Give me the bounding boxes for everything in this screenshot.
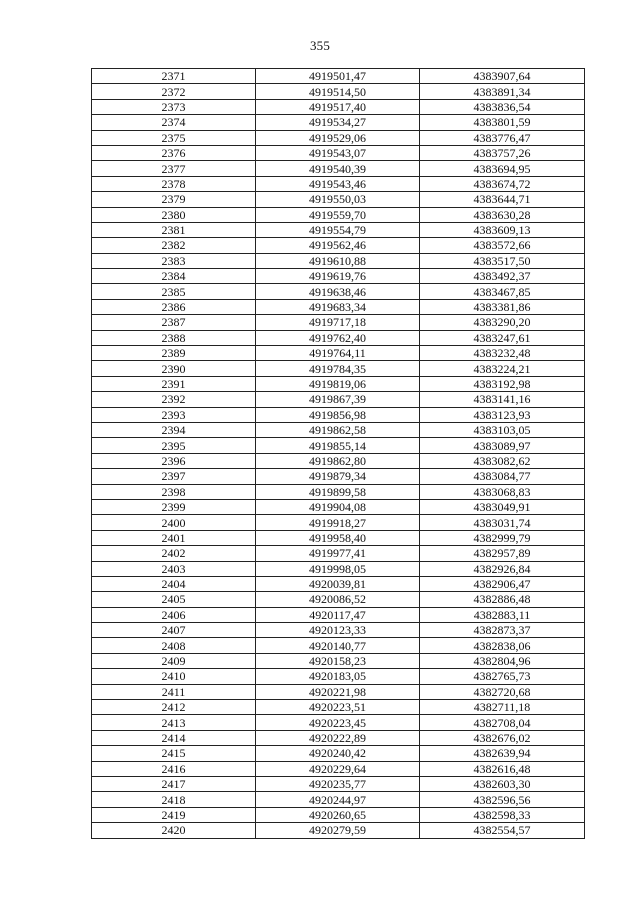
point-number-cell: 2384 xyxy=(92,269,256,284)
table-row xyxy=(92,607,585,622)
table-row xyxy=(92,484,585,499)
x-coordinate-cell: 4919550,03 xyxy=(256,192,420,207)
y-coordinate-cell: 4383674,72 xyxy=(420,176,585,191)
point-number-cell: 2392 xyxy=(92,392,256,407)
y-coordinate-cell: 4383757,26 xyxy=(420,145,585,160)
table-row xyxy=(92,207,585,222)
y-coordinate-cell: 4383801,59 xyxy=(420,115,585,130)
table-row xyxy=(92,623,585,638)
x-coordinate-cell: 4920235,77 xyxy=(256,776,420,791)
y-coordinate-cell: 4383776,47 xyxy=(420,130,585,145)
y-coordinate-cell: 4383247,61 xyxy=(420,330,585,345)
y-coordinate-cell: 4383891,34 xyxy=(420,84,585,99)
table-row xyxy=(92,115,585,130)
y-coordinate-cell: 4383609,13 xyxy=(420,222,585,237)
y-coordinate-cell: 4383517,50 xyxy=(420,253,585,268)
point-number-cell: 2414 xyxy=(92,730,256,745)
x-coordinate-cell: 4920229,64 xyxy=(256,761,420,776)
y-coordinate-cell: 4383049,91 xyxy=(420,499,585,514)
table-row xyxy=(92,561,585,576)
table-row xyxy=(92,376,585,391)
x-coordinate-cell: 4920117,47 xyxy=(256,607,420,622)
point-number-cell: 2402 xyxy=(92,546,256,561)
table-row xyxy=(92,407,585,422)
x-coordinate-cell: 4919562,46 xyxy=(256,238,420,253)
table-row xyxy=(92,530,585,545)
point-number-cell: 2410 xyxy=(92,669,256,684)
table-row xyxy=(92,99,585,114)
y-coordinate-cell: 4383572,66 xyxy=(420,238,585,253)
x-coordinate-cell: 4919717,18 xyxy=(256,315,420,330)
point-number-cell: 2385 xyxy=(92,284,256,299)
y-coordinate-cell: 4383123,93 xyxy=(420,407,585,422)
x-coordinate-cell: 4920240,42 xyxy=(256,746,420,761)
x-coordinate-cell: 4919784,35 xyxy=(256,361,420,376)
table-row xyxy=(92,84,585,99)
y-coordinate-cell: 4383084,77 xyxy=(420,469,585,484)
x-coordinate-cell: 4919855,14 xyxy=(256,438,420,453)
point-number-cell: 2382 xyxy=(92,238,256,253)
table-row xyxy=(92,515,585,530)
point-number-cell: 2396 xyxy=(92,453,256,468)
point-number-cell: 2387 xyxy=(92,315,256,330)
point-number-cell: 2381 xyxy=(92,222,256,237)
point-number-cell: 2416 xyxy=(92,761,256,776)
x-coordinate-cell: 4920183,05 xyxy=(256,669,420,684)
point-number-cell: 2415 xyxy=(92,746,256,761)
table-row xyxy=(92,161,585,176)
table-row xyxy=(92,392,585,407)
table-row xyxy=(92,792,585,807)
point-number-cell: 2380 xyxy=(92,207,256,222)
x-coordinate-cell: 4919998,05 xyxy=(256,561,420,576)
table-row xyxy=(92,238,585,253)
y-coordinate-cell: 4382554,57 xyxy=(420,823,585,838)
y-coordinate-cell: 4382838,06 xyxy=(420,638,585,653)
table-row xyxy=(92,715,585,730)
y-coordinate-cell: 4382804,96 xyxy=(420,653,585,668)
x-coordinate-cell: 4919879,34 xyxy=(256,469,420,484)
y-coordinate-cell: 4382616,48 xyxy=(420,761,585,776)
y-coordinate-cell: 4382676,02 xyxy=(420,730,585,745)
x-coordinate-cell: 4919514,50 xyxy=(256,84,420,99)
table-row xyxy=(92,222,585,237)
point-number-cell: 2395 xyxy=(92,438,256,453)
table-row xyxy=(92,761,585,776)
y-coordinate-cell: 4382999,79 xyxy=(420,530,585,545)
x-coordinate-cell: 4919762,40 xyxy=(256,330,420,345)
point-number-cell: 2418 xyxy=(92,792,256,807)
y-coordinate-cell: 4383630,28 xyxy=(420,207,585,222)
table-row xyxy=(92,546,585,561)
y-coordinate-cell: 4382708,04 xyxy=(420,715,585,730)
point-number-cell: 2398 xyxy=(92,484,256,499)
x-coordinate-cell: 4919610,88 xyxy=(256,253,420,268)
table-row xyxy=(92,284,585,299)
x-coordinate-cell: 4919918,27 xyxy=(256,515,420,530)
x-coordinate-cell: 4919540,39 xyxy=(256,161,420,176)
y-coordinate-cell: 4382886,48 xyxy=(420,592,585,607)
coordinates-table xyxy=(91,68,585,839)
table-row xyxy=(92,823,585,838)
y-coordinate-cell: 4383694,95 xyxy=(420,161,585,176)
x-coordinate-cell: 4920158,23 xyxy=(256,653,420,668)
x-coordinate-cell: 4920086,52 xyxy=(256,592,420,607)
y-coordinate-cell: 4383031,74 xyxy=(420,515,585,530)
table-row xyxy=(92,253,585,268)
point-number-cell: 2383 xyxy=(92,253,256,268)
point-number-cell: 2406 xyxy=(92,607,256,622)
y-coordinate-cell: 4382957,89 xyxy=(420,546,585,561)
y-coordinate-cell: 4383141,16 xyxy=(420,392,585,407)
x-coordinate-cell: 4919543,07 xyxy=(256,145,420,160)
x-coordinate-cell: 4920123,33 xyxy=(256,623,420,638)
x-coordinate-cell: 4919529,06 xyxy=(256,130,420,145)
table-row xyxy=(92,576,585,591)
x-coordinate-cell: 4919899,58 xyxy=(256,484,420,499)
y-coordinate-cell: 4382906,47 xyxy=(420,576,585,591)
x-coordinate-cell: 4919977,41 xyxy=(256,546,420,561)
table-row xyxy=(92,776,585,791)
point-number-cell: 2408 xyxy=(92,638,256,653)
x-coordinate-cell: 4919764,11 xyxy=(256,346,420,361)
x-coordinate-cell: 4919683,34 xyxy=(256,299,420,314)
point-number-cell: 2412 xyxy=(92,700,256,715)
table-row xyxy=(92,192,585,207)
x-coordinate-cell: 4919619,76 xyxy=(256,269,420,284)
page-number: 355 xyxy=(309,38,331,53)
point-number-cell: 2390 xyxy=(92,361,256,376)
y-coordinate-cell: 4382603,30 xyxy=(420,776,585,791)
y-coordinate-cell: 4382596,56 xyxy=(420,792,585,807)
x-coordinate-cell: 4920260,65 xyxy=(256,807,420,822)
point-number-cell: 2389 xyxy=(92,346,256,361)
x-coordinate-cell: 4919534,27 xyxy=(256,115,420,130)
x-coordinate-cell: 4920279,59 xyxy=(256,823,420,838)
x-coordinate-cell: 4919638,46 xyxy=(256,284,420,299)
x-coordinate-cell: 4919862,58 xyxy=(256,422,420,437)
table-row xyxy=(92,746,585,761)
x-coordinate-cell: 4919501,47 xyxy=(256,69,420,84)
point-number-cell: 2397 xyxy=(92,469,256,484)
table-row xyxy=(92,807,585,822)
x-coordinate-cell: 4920244,97 xyxy=(256,792,420,807)
point-number-cell: 2420 xyxy=(92,823,256,838)
point-number-cell: 2393 xyxy=(92,407,256,422)
x-coordinate-cell: 4920140,77 xyxy=(256,638,420,653)
y-coordinate-cell: 4383089,97 xyxy=(420,438,585,453)
y-coordinate-cell: 4383224,21 xyxy=(420,361,585,376)
x-coordinate-cell: 4919856,98 xyxy=(256,407,420,422)
point-number-cell: 2391 xyxy=(92,376,256,391)
table-row xyxy=(92,176,585,191)
point-number-cell: 2388 xyxy=(92,330,256,345)
table-row xyxy=(92,638,585,653)
table-row xyxy=(92,330,585,345)
x-coordinate-cell: 4920221,98 xyxy=(256,684,420,699)
table-row xyxy=(92,453,585,468)
table-row xyxy=(92,346,585,361)
point-number-cell: 2374 xyxy=(92,115,256,130)
point-number-cell: 2378 xyxy=(92,176,256,191)
point-number-cell: 2376 xyxy=(92,145,256,160)
table-row xyxy=(92,684,585,699)
x-coordinate-cell: 4919517,40 xyxy=(256,99,420,114)
point-number-cell: 2417 xyxy=(92,776,256,791)
table-row xyxy=(92,700,585,715)
point-number-cell: 2403 xyxy=(92,561,256,576)
y-coordinate-cell: 4383290,20 xyxy=(420,315,585,330)
y-coordinate-cell: 4382926,84 xyxy=(420,561,585,576)
x-coordinate-cell: 4919958,40 xyxy=(256,530,420,545)
point-number-cell: 2407 xyxy=(92,623,256,638)
point-number-cell: 2411 xyxy=(92,684,256,699)
x-coordinate-cell: 4919543,46 xyxy=(256,176,420,191)
point-number-cell: 2371 xyxy=(92,69,256,84)
table-row xyxy=(92,315,585,330)
point-number-cell: 2372 xyxy=(92,84,256,99)
point-number-cell: 2399 xyxy=(92,499,256,514)
y-coordinate-cell: 4383103,05 xyxy=(420,422,585,437)
point-number-cell: 2419 xyxy=(92,807,256,822)
point-number-cell: 2386 xyxy=(92,299,256,314)
x-coordinate-cell: 4919819,06 xyxy=(256,376,420,391)
point-number-cell: 2400 xyxy=(92,515,256,530)
x-coordinate-cell: 4920222,89 xyxy=(256,730,420,745)
y-coordinate-cell: 4383381,86 xyxy=(420,299,585,314)
point-number-cell: 2401 xyxy=(92,530,256,545)
y-coordinate-cell: 4382873,37 xyxy=(420,623,585,638)
table-row xyxy=(92,469,585,484)
y-coordinate-cell: 4383068,83 xyxy=(420,484,585,499)
y-coordinate-cell: 4382598,33 xyxy=(420,807,585,822)
table-row xyxy=(92,499,585,514)
y-coordinate-cell: 4383836,54 xyxy=(420,99,585,114)
x-coordinate-cell: 4919862,80 xyxy=(256,453,420,468)
y-coordinate-cell: 4383467,85 xyxy=(420,284,585,299)
table-row xyxy=(92,730,585,745)
x-coordinate-cell: 4919559,70 xyxy=(256,207,420,222)
point-number-cell: 2405 xyxy=(92,592,256,607)
point-number-cell: 2379 xyxy=(92,192,256,207)
x-coordinate-cell: 4920223,51 xyxy=(256,700,420,715)
coordinates-table-body xyxy=(92,69,585,839)
x-coordinate-cell: 4920223,45 xyxy=(256,715,420,730)
y-coordinate-cell: 4383644,71 xyxy=(420,192,585,207)
point-number-cell: 2409 xyxy=(92,653,256,668)
y-coordinate-cell: 4383192,98 xyxy=(420,376,585,391)
y-coordinate-cell: 4382720,68 xyxy=(420,684,585,699)
table-row xyxy=(92,438,585,453)
y-coordinate-cell: 4382883,11 xyxy=(420,607,585,622)
y-coordinate-cell: 4383907,64 xyxy=(420,69,585,84)
point-number-cell: 2404 xyxy=(92,576,256,591)
y-coordinate-cell: 4382639,94 xyxy=(420,746,585,761)
point-number-cell: 2394 xyxy=(92,422,256,437)
point-number-cell: 2373 xyxy=(92,99,256,114)
y-coordinate-cell: 4382711,18 xyxy=(420,700,585,715)
table-row xyxy=(92,422,585,437)
table-row xyxy=(92,130,585,145)
x-coordinate-cell: 4920039,81 xyxy=(256,576,420,591)
point-number-cell: 2375 xyxy=(92,130,256,145)
table-row xyxy=(92,669,585,684)
point-number-cell: 2413 xyxy=(92,715,256,730)
table-row xyxy=(92,145,585,160)
table-row xyxy=(92,592,585,607)
table-row xyxy=(92,653,585,668)
table-row xyxy=(92,361,585,376)
table-row xyxy=(92,269,585,284)
y-coordinate-cell: 4383492,37 xyxy=(420,269,585,284)
y-coordinate-cell: 4382765,73 xyxy=(420,669,585,684)
x-coordinate-cell: 4919904,08 xyxy=(256,499,420,514)
table-row xyxy=(92,69,585,84)
y-coordinate-cell: 4383232,48 xyxy=(420,346,585,361)
y-coordinate-cell: 4383082,62 xyxy=(420,453,585,468)
table-row xyxy=(92,299,585,314)
x-coordinate-cell: 4919554,79 xyxy=(256,222,420,237)
x-coordinate-cell: 4919867,39 xyxy=(256,392,420,407)
point-number-cell: 2377 xyxy=(92,161,256,176)
